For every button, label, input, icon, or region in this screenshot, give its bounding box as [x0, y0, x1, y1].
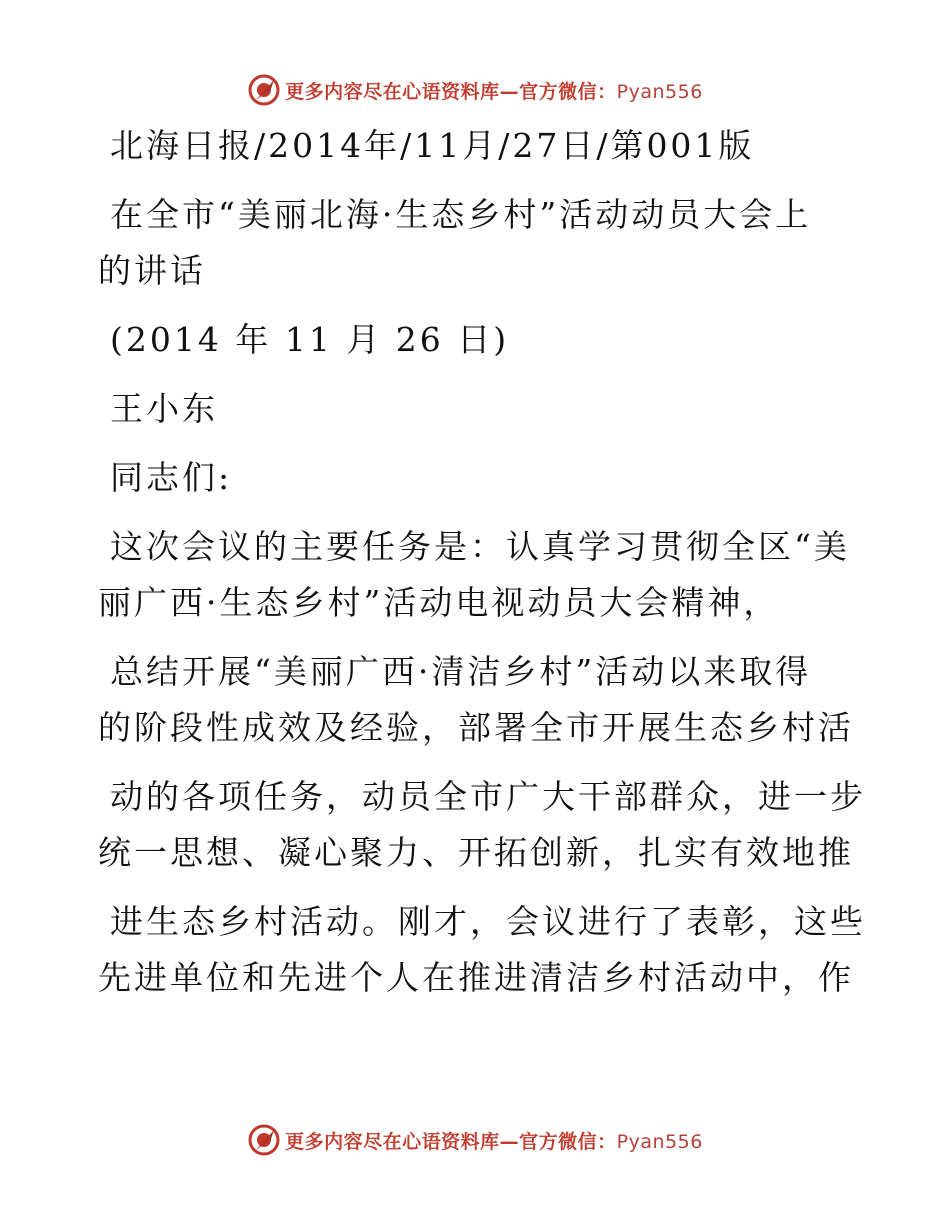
document-line: 这次会议的主要任务是：认真学习贯彻全区“美 — [110, 527, 850, 566]
watermark-banner-top — [0, 70, 950, 110]
document-line: 进生态乡村活动。刚才，会议进行了表彰，这些 — [110, 902, 866, 941]
quill-seal-icon — [247, 73, 281, 107]
watermark-banner-bottom — [0, 1120, 950, 1160]
document-line: (2014 年 11 月 26 日) — [110, 320, 510, 359]
document-line: 的讲话 — [98, 251, 206, 290]
document-line: 王小东 — [110, 389, 218, 428]
document-line: 北海日报/2014年/11月/27日/第001版 — [110, 126, 755, 165]
quill-seal-icon — [247, 1123, 281, 1157]
document-line: 的阶段性成效及经验，部署全市开展生态乡村活 — [98, 708, 854, 747]
document-line: 在全市“美丽北海·生态乡村”活动动员大会上 — [110, 195, 812, 234]
document-line: 总结开展“美丽广西·清洁乡村”活动以来取得 — [110, 652, 812, 691]
watermark-text: 更多内容尽在心语资料库—官方微信：Pyan556 — [285, 80, 703, 103]
document-body — [98, 118, 866, 1006]
document-line: 丽广西·生态乡村”活动电视动员大会精神， — [98, 583, 780, 622]
watermark-text: 更多内容尽在心语资料库—官方微信：Pyan556 — [285, 1130, 703, 1153]
document-line: 动的各项任务，动员全市广大干部群众，进一步 — [110, 777, 866, 816]
document-line: 先进单位和先进个人在推进清洁乡村活动中，作 — [98, 958, 854, 997]
document-line: 同志们: — [110, 458, 233, 497]
document-line: 统一思想、凝心聚力、开拓创新，扎实有效地推 — [98, 833, 854, 872]
